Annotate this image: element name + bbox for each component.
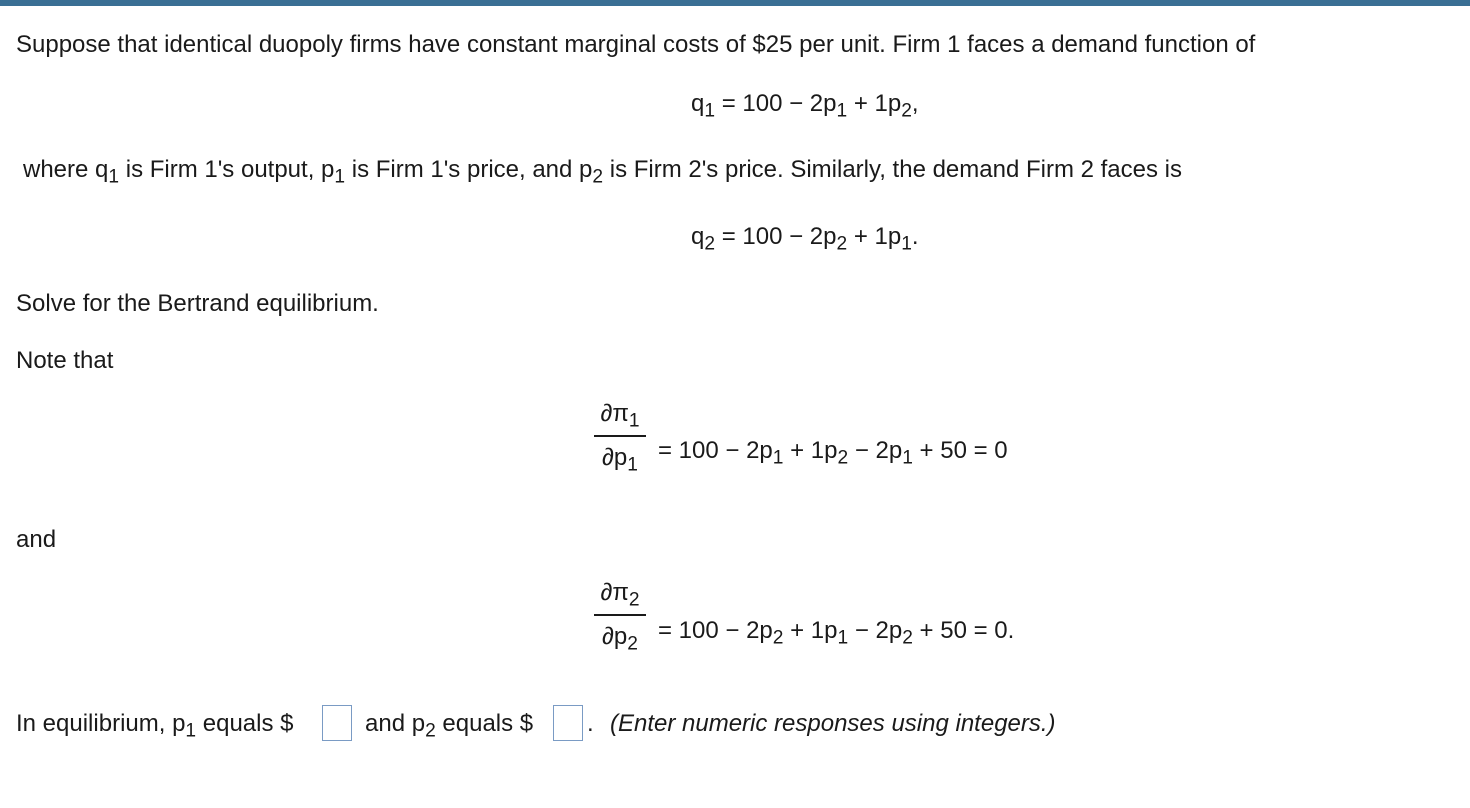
foc1-equation-rhs: = $100 - 2p_1 + 1p_2 - 2p_1 + 50 = 0$ — [658, 437, 1008, 469]
p1-answer-input[interactable] — [322, 705, 352, 741]
foc2-fraction-bar — [594, 614, 646, 616]
solve-instruction: Solve for the Bertrand equilibrium. — [16, 290, 379, 317]
foc2-numerator: $\partial\pi_2$ — [600, 579, 640, 611]
demand-equation-firm1: $q_1 = 100 - 2p_1 + 1p_2$, — [691, 90, 919, 122]
where-definitions-text: where $q_1$ is Firm 1's output, $p_1$ is Firm 1's price, and $p_2$ is Firm 2's price. Similarly, the demand Firm 2 faces is — [23, 156, 1183, 188]
answer-p2-label: and $p_2$ equals $ — [365, 710, 534, 742]
intro-text: Suppose that identical duopoly firms have constant marginal costs of $25 per unit. Firm 1 faces a demand function of — [16, 31, 1256, 58]
note-that-label: Note that — [16, 347, 114, 374]
integer-instruction: (Enter numeric responses using integers.) — [610, 710, 1056, 737]
answer-period: . — [587, 710, 594, 737]
and-label: and — [16, 526, 57, 553]
foc2-denominator: $\partial p_2$ — [602, 622, 638, 654]
foc1-numerator: $\partial\pi_1$ — [600, 400, 640, 432]
foc1-fraction — [594, 400, 646, 475]
top-accent-bar — [0, 0, 1470, 6]
answer-p1-label: In equilibrium, $p_1$ equals $ — [16, 710, 294, 742]
demand-equation-firm2: $q_2 = 100 - 2p_2 + 1p_1$. — [691, 223, 919, 255]
foc1-denominator: $\partial p_1$ — [602, 443, 638, 475]
foc2-fraction — [594, 579, 646, 654]
foc2-equation-rhs: = $100 - 2p_2 + 1p_1 - 2p_2 + 50 = 0$. — [658, 617, 1015, 649]
p2-answer-input[interactable] — [553, 705, 583, 741]
foc1-fraction-bar — [594, 435, 646, 437]
